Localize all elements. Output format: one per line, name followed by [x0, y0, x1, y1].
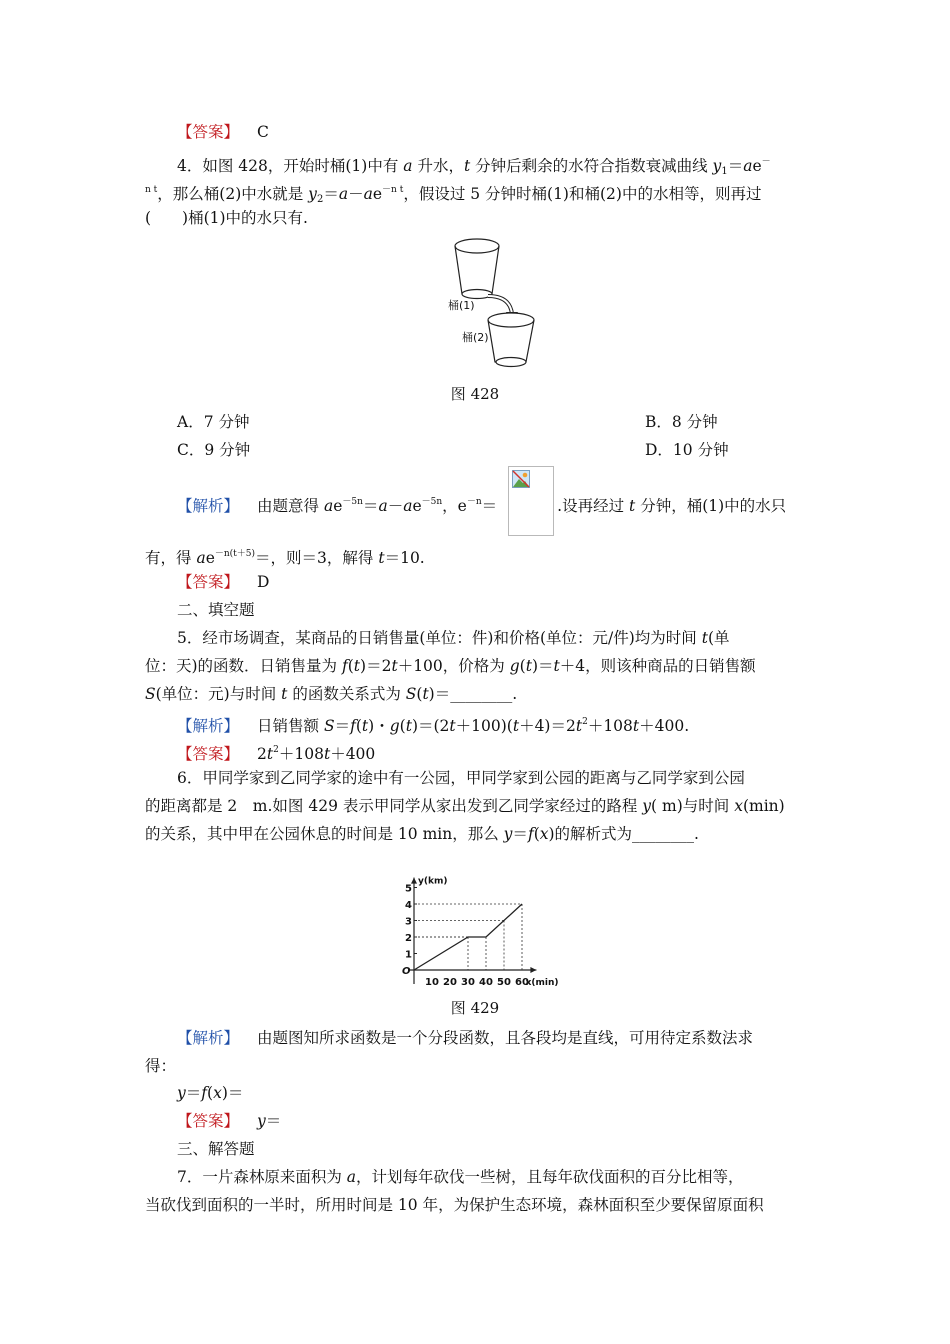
q4-text: ，那么桶(2)中水就是 — [157, 185, 309, 203]
sol4-line1 — [177, 491, 786, 517]
var-t: t — [281, 685, 288, 703]
origin-label: O — [402, 966, 411, 977]
option-b: B．8 分钟 — [645, 413, 718, 431]
section-3-heading: 三、解答题 — [177, 1140, 255, 1158]
y-tick-label: 3 — [405, 916, 412, 928]
var-f: f — [350, 717, 356, 735]
q5-text: ＋4，则该种商品的日销售额 — [559, 657, 756, 675]
sol4-text: 由题意得 — [257, 497, 324, 515]
bucket1-bottom — [462, 290, 492, 299]
sol6-text: )＝ — [221, 1084, 244, 1102]
q6-text: 的关系，其中甲在公园休息的时间是 10 min，那么 — [145, 825, 504, 843]
sol5-text: ( — [399, 717, 406, 735]
bucket2-bottom — [496, 358, 526, 367]
var-t: t — [391, 657, 398, 675]
superscript: －n t — [382, 185, 404, 195]
answer-6 — [177, 1110, 281, 1132]
var-s: S — [323, 717, 335, 735]
euler-e: e — [333, 497, 343, 515]
answer-value: C — [257, 123, 269, 141]
answer-tag: 【答案】 — [177, 573, 240, 591]
answer-text: ＋400 — [330, 745, 376, 763]
var-y: y — [642, 797, 652, 815]
q5-text: 5．经市场调查，某商品的日销售量(单位：件)和价格(单位：元/件)均为时间 — [177, 629, 702, 647]
q4-text: 分钟后剩余的水符合指数衰减曲线 — [470, 157, 713, 175]
q4-text: 4．如图 428，开始时桶(1)中有 — [177, 157, 404, 175]
sol5-text: ＋108 — [587, 717, 633, 735]
q6-line3 — [145, 823, 699, 845]
q5-line1 — [177, 627, 730, 649]
q5-text: ＋100，价格为 — [397, 657, 510, 675]
q5-text: 位：天)的函数．日销售量为 — [145, 657, 342, 675]
superscript: －n — [466, 497, 482, 507]
q4-text: ＝ — [323, 185, 339, 203]
var-t: t — [353, 657, 361, 675]
sol4-text: 有，得 — [145, 549, 197, 567]
superscript: n t — [145, 185, 158, 195]
var-a: a — [403, 157, 413, 175]
q5-text: )＝________. — [428, 685, 518, 703]
sol6-text: 由题图知所求函数是一个分段函数，且各段均是直线，可用待定系数法求 — [257, 1029, 754, 1047]
var-t: t — [449, 717, 456, 735]
var-a: a — [743, 157, 753, 175]
q5-text: )＝2 — [360, 657, 392, 675]
var-a: a — [338, 185, 349, 203]
answer-5 — [177, 739, 375, 765]
sol6-text: ＝ — [185, 1084, 202, 1102]
sol4-text: .设再经过 — [557, 497, 630, 515]
var-f: f — [527, 825, 534, 843]
var-t: t — [422, 685, 429, 703]
superscript: 2 — [582, 717, 588, 727]
sol5-text: 日销售额 — [257, 717, 324, 735]
x-tick-label: 60 — [515, 977, 529, 988]
sol4-text: ＝ — [481, 497, 498, 515]
sol4-text: ＝ — [362, 497, 379, 515]
q4-line3: ( )桶(1)中的水只有. — [145, 209, 308, 227]
x-tick-label: 20 — [443, 977, 457, 988]
option-c: C．9 分钟 — [177, 441, 251, 459]
q6-text: ＝ — [512, 825, 528, 843]
var-t: t — [463, 157, 471, 175]
var-a: a — [363, 185, 373, 203]
var-a: a — [403, 497, 413, 515]
q5-text: ( — [416, 685, 423, 703]
bucket1-label: 桶(1) — [448, 299, 475, 312]
var-f: f — [201, 1084, 208, 1102]
bucket2-label: 桶(2) — [462, 331, 489, 344]
bucket1-rim — [455, 239, 499, 253]
y-axis-label: y(km) — [418, 876, 448, 887]
answer-text: ＋108 — [278, 745, 324, 763]
var-y: y — [712, 157, 722, 175]
euler-e: e — [372, 185, 383, 203]
figure-428-buckets — [440, 234, 540, 370]
sol4-text: 分钟，桶(1)中的水只 — [635, 497, 787, 515]
q7-line2: 当砍伐到面积的一半时，所用时间是 10 年，为保护生态环境，森林面积至少要保留原面积 — [145, 1196, 764, 1214]
answer-4 — [177, 571, 269, 593]
q6-text: (min) — [742, 797, 785, 815]
answer-3 — [177, 121, 269, 143]
q4-text: － — [348, 185, 364, 203]
q6-line1: 6．甲同学家到乙同学家的途中有一公园，甲同学家到公园的距离与乙同学家到公园 — [177, 769, 745, 787]
superscript: 2 — [273, 745, 279, 755]
x-tick-label: 50 — [497, 977, 511, 988]
var-x: x — [213, 1084, 222, 1102]
sol5-text: ＝ — [334, 717, 351, 735]
sol5-text: ( — [355, 717, 362, 735]
sol4-text: ＝，则＝3，解得 — [255, 549, 379, 567]
sol6-line3 — [177, 1082, 243, 1104]
sol6-line1 — [177, 1027, 753, 1049]
var-f: f — [341, 657, 348, 675]
var-t: t — [512, 717, 520, 735]
answer-tag: 【答案】 — [177, 1112, 240, 1130]
var-t: t — [266, 745, 274, 763]
sol4-text: ＝10. — [384, 549, 425, 567]
figure-429-caption: 图 429 — [450, 999, 500, 1017]
superscript: －n(t＋5) — [214, 549, 256, 559]
solution-tag: 【解析】 — [177, 1029, 240, 1047]
q7-text: ，计划每年砍伐一些树，且每年砍伐面积的百分比相等， — [356, 1168, 744, 1186]
superscript: －5n — [342, 497, 363, 507]
var-t: t — [323, 745, 331, 763]
euler-e: e — [205, 549, 215, 567]
answer-value: D — [257, 573, 270, 591]
q4-text: ，假设过 5 分钟时桶(1)和桶(2)中的水相等，则再过 — [403, 185, 762, 203]
subscript: 1 — [721, 166, 728, 177]
answer-tag: 【答案】 — [177, 745, 240, 763]
var-a: a — [378, 497, 388, 515]
var-y: y — [177, 1084, 186, 1102]
superscript: －5n — [421, 497, 443, 507]
x-tick-label: 30 — [461, 977, 475, 988]
q5-text: ( — [519, 657, 526, 675]
var-t: t — [553, 657, 560, 675]
var-t: t — [361, 717, 369, 735]
sol4-text: ，e — [442, 497, 467, 515]
section-2-heading: 二、填空题 — [177, 601, 255, 619]
var-s: S — [145, 685, 156, 703]
answer-text: ＝ — [265, 1112, 282, 1130]
x-axis-label: x(min) — [525, 978, 559, 988]
figure-429-chart — [392, 852, 592, 992]
q7-line1 — [177, 1166, 744, 1188]
var-t: t — [405, 717, 412, 735]
var-g: g — [389, 717, 400, 735]
sol4-text: － — [387, 497, 404, 515]
subscript: 2 — [316, 194, 324, 205]
var-s: S — [405, 685, 417, 703]
q6-text: )的解析式为________. — [548, 825, 699, 843]
var-t: t — [701, 629, 708, 647]
q7-text: 7．一片森林原来面积为 — [177, 1168, 347, 1186]
y-tick-label: 5 — [405, 883, 412, 895]
sol5-text: ＋100)( — [455, 717, 513, 735]
q5-line2 — [145, 655, 756, 677]
q6-line2 — [145, 795, 785, 817]
q5-text: (单 — [707, 629, 730, 647]
option-a: A．7 分钟 — [177, 413, 250, 431]
x-tick-label: 40 — [479, 977, 493, 988]
var-a: a — [196, 549, 206, 567]
bucket2-rim — [488, 313, 534, 327]
var-x: x — [734, 797, 743, 815]
q6-text: ( — [533, 825, 540, 843]
var-t: t — [575, 717, 583, 735]
euler-e: e — [752, 157, 762, 175]
sol5-text: )＝(2 — [411, 717, 450, 735]
q5-line3 — [145, 683, 517, 705]
var-x: x — [539, 825, 549, 843]
option-d: D．10 分钟 — [645, 441, 729, 459]
y-tick-label: 2 — [405, 933, 412, 944]
q5-text: ( — [347, 657, 354, 675]
sol5 — [177, 711, 689, 737]
var-t: t — [629, 497, 636, 515]
var-y: y — [257, 1112, 266, 1130]
sol4-line2 — [145, 543, 425, 569]
superscript: － — [761, 157, 771, 167]
q6-text: 的距离都是 2 m.如图 429 表示甲同学从家出发到乙同学家经过的路程 — [145, 797, 643, 815]
x-tick-label: 10 — [425, 977, 439, 988]
sol6-line2: 得： — [145, 1057, 177, 1075]
sol5-text: ＋400. — [639, 717, 690, 735]
var-y: y — [308, 185, 317, 203]
broken-image-icon — [512, 470, 530, 488]
sol6-text: ( — [207, 1084, 214, 1102]
figure-428-caption: 图 428 — [450, 385, 500, 403]
answer-text: 2 — [257, 745, 267, 763]
q5-text: )＝ — [531, 657, 554, 675]
var-y: y — [503, 825, 513, 843]
q4-text: ＝ — [727, 157, 744, 175]
var-a: a — [323, 497, 334, 515]
var-t: t — [525, 657, 532, 675]
solution-tag: 【解析】 — [177, 497, 240, 515]
var-g: g — [509, 657, 520, 675]
var-a: a — [346, 1168, 357, 1186]
y-tick-label: 4 — [405, 900, 412, 911]
q6-text: ( m)与时间 — [651, 797, 735, 815]
var-t: t — [632, 717, 640, 735]
x-axis-arrow-icon — [530, 967, 536, 973]
euler-e: e — [412, 497, 422, 515]
solution-tag: 【解析】 — [177, 717, 240, 735]
sol5-text: )・ — [368, 717, 390, 735]
y-tick-label: 1 — [405, 949, 412, 961]
q5-text: 的函数关系式为 — [287, 685, 406, 703]
var-t: t — [378, 549, 385, 567]
q4-text: 升水， — [412, 157, 464, 175]
q5-text: (单位：元)与时间 — [155, 685, 282, 703]
sol5-text: ＋4)＝2 — [519, 717, 576, 735]
answer-tag: 【答案】 — [177, 123, 240, 141]
broken-image — [508, 466, 554, 536]
